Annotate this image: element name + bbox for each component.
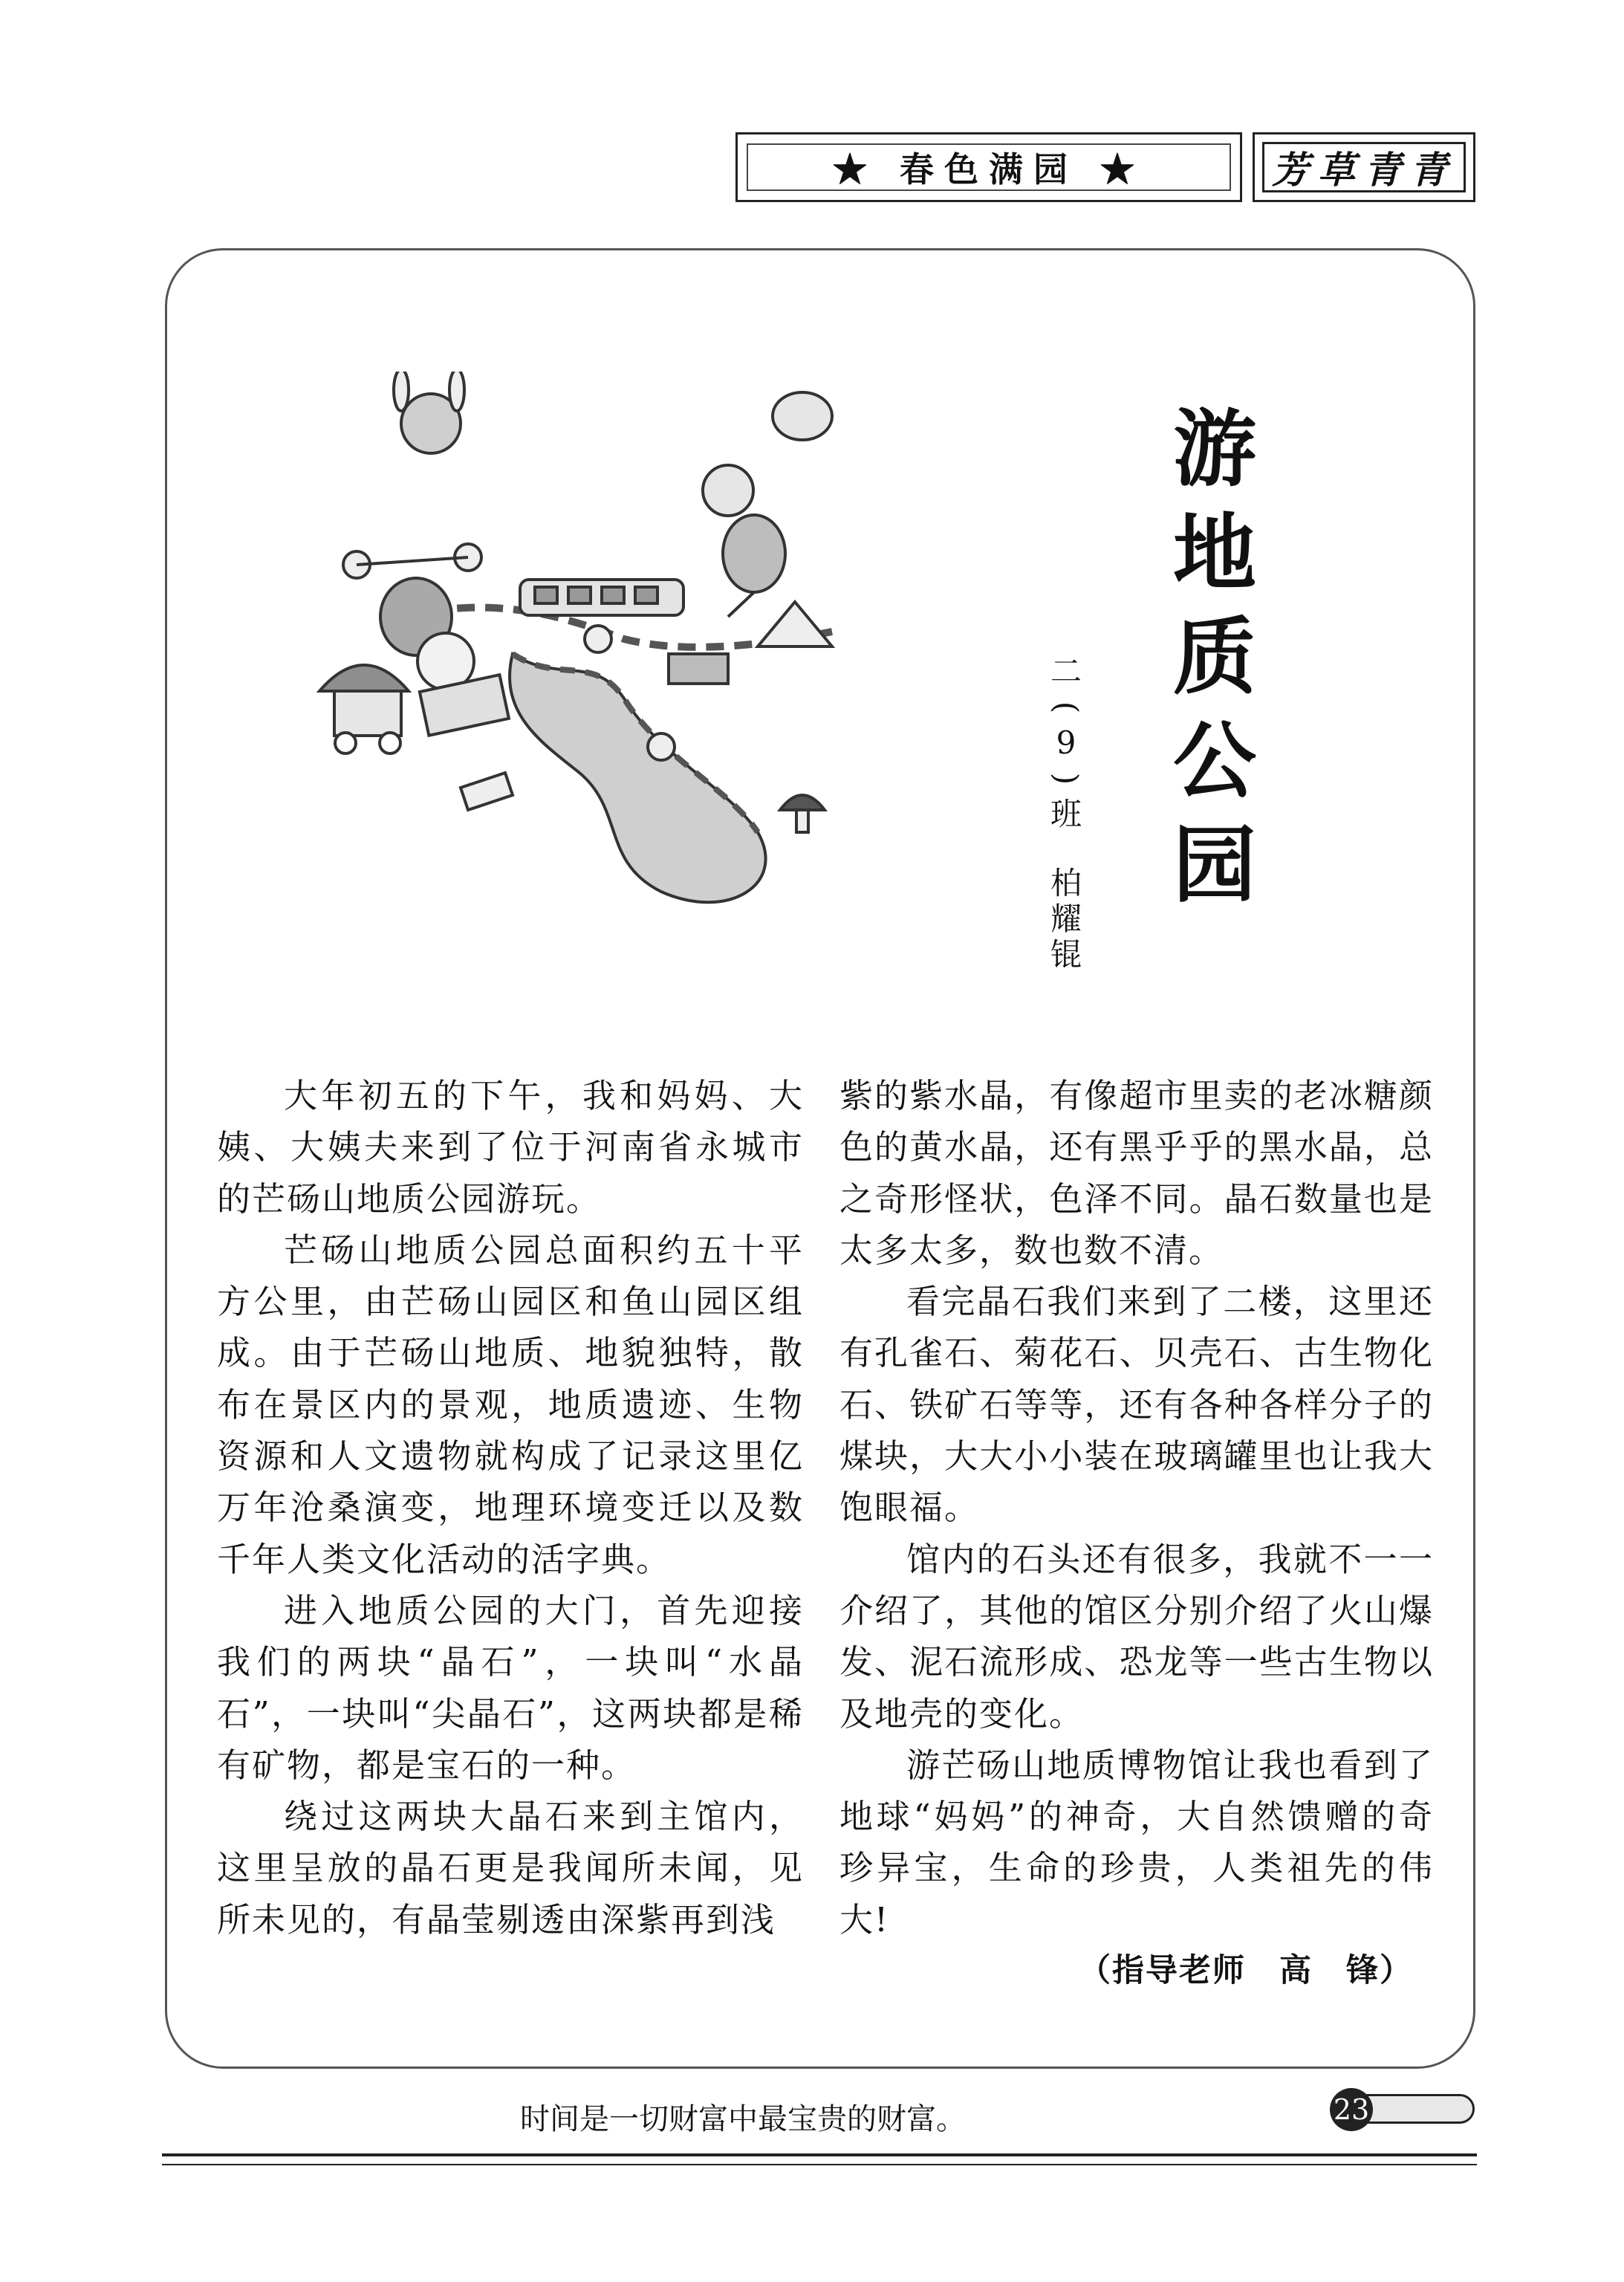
brand-inner — [1262, 142, 1466, 192]
paragraph: 大年初五的下午，我和妈妈、大姨、大姨夫来到了位于河南省永城市的芒砀山地质公园游玩。 — [217, 1076, 804, 1219]
page-number-badge — [1330, 2088, 1478, 2131]
byline — [1040, 654, 1092, 973]
section-header-inner — [747, 143, 1231, 191]
paragraph: 游芒砀山地质博物馆让我也看到了地球“妈妈”的神奇，大自然馈赠的奇珍异宝，生命的珍贵，人类祖先的伟大! — [839, 1745, 1434, 1939]
section-title: ★ 春色满园 ★ — [832, 149, 1146, 189]
paragraph: 进入地质公园的大门，首先迎接我们的两块“晶石”，一块叫“水晶石”，一块叫“尖晶石”，这两块都是稀有矿物，都是宝石的一种。 — [217, 1590, 804, 1785]
class-char: 9 — [1056, 725, 1076, 761]
teacher-note: （指导老师 高 锋） — [1079, 1952, 1413, 1990]
class-char: 二 — [1050, 653, 1082, 690]
brand-box — [1253, 132, 1475, 202]
title-char: 游 — [1173, 401, 1256, 498]
brand-title: 芳草青青 — [1272, 148, 1456, 192]
author-char: 锟 — [1050, 936, 1082, 973]
class-char: ) — [1048, 772, 1085, 785]
author-char: 柏 — [1050, 865, 1082, 901]
title-char: 地 — [1173, 505, 1256, 602]
page-number: 23 — [1330, 2088, 1373, 2131]
article-title — [1163, 398, 1267, 918]
title-char: 质 — [1173, 609, 1256, 706]
paragraph: 馆内的石头还有很多，我就不一一介绍了，其他的馆区分别介绍了火山爆发、泥石流形成、恐龙等一些古生物以及地壳的变化。 — [839, 1539, 1434, 1734]
class-char: 班 — [1050, 796, 1082, 832]
title-char: 园 — [1173, 817, 1256, 914]
paragraph: 绕过这两块大晶石来到主馆内，这里呈放的晶石更是我闻所未闻，见所未见的，有晶莹剔透由深紫再到浅 — [217, 1797, 804, 1939]
section-header-box — [735, 132, 1242, 202]
park-map-illustration-icon — [312, 372, 877, 921]
footer-rule — [162, 2153, 1477, 2156]
title-char: 公 — [1173, 713, 1256, 810]
paragraph: 芒砀山地质公园总面积约五十平方公里，由芒砀山园区和鱼山园区组成。由于芒砀山地质、地貌独特，散布在景区内的景观，地质遗迹、生物资源和人文遗物就构成了记录这里亿万年沧桑演变，地理环境变迁以及数千年人类文化活动的活字典。 — [217, 1230, 804, 1579]
footer-rule-thin — [162, 2164, 1477, 2165]
article-column-right — [839, 1070, 1434, 1997]
author-char: 耀 — [1050, 901, 1082, 937]
paragraph: 看完晶石我们来到了二楼，这里还有孔雀石、菊花石、贝壳石、古生物化石、铁矿石等等，还有各种各样分子的煤块，大大小小装在玻璃罐里也让我大饱眼福。 — [839, 1282, 1434, 1528]
class-char: ( — [1048, 701, 1085, 714]
paragraph-continuation: 紫的紫水晶，有像超市里卖的老冰糖颜色的黄水晶，还有黑乎乎的黑水晶，总之奇形怪状，色泽不同。晶石数量也是太多太多，数也数不清。 — [839, 1076, 1434, 1270]
article-column-left — [217, 1070, 804, 1945]
footer-motto: 时间是一切财富中最宝贵的财富。 — [520, 2102, 966, 2136]
